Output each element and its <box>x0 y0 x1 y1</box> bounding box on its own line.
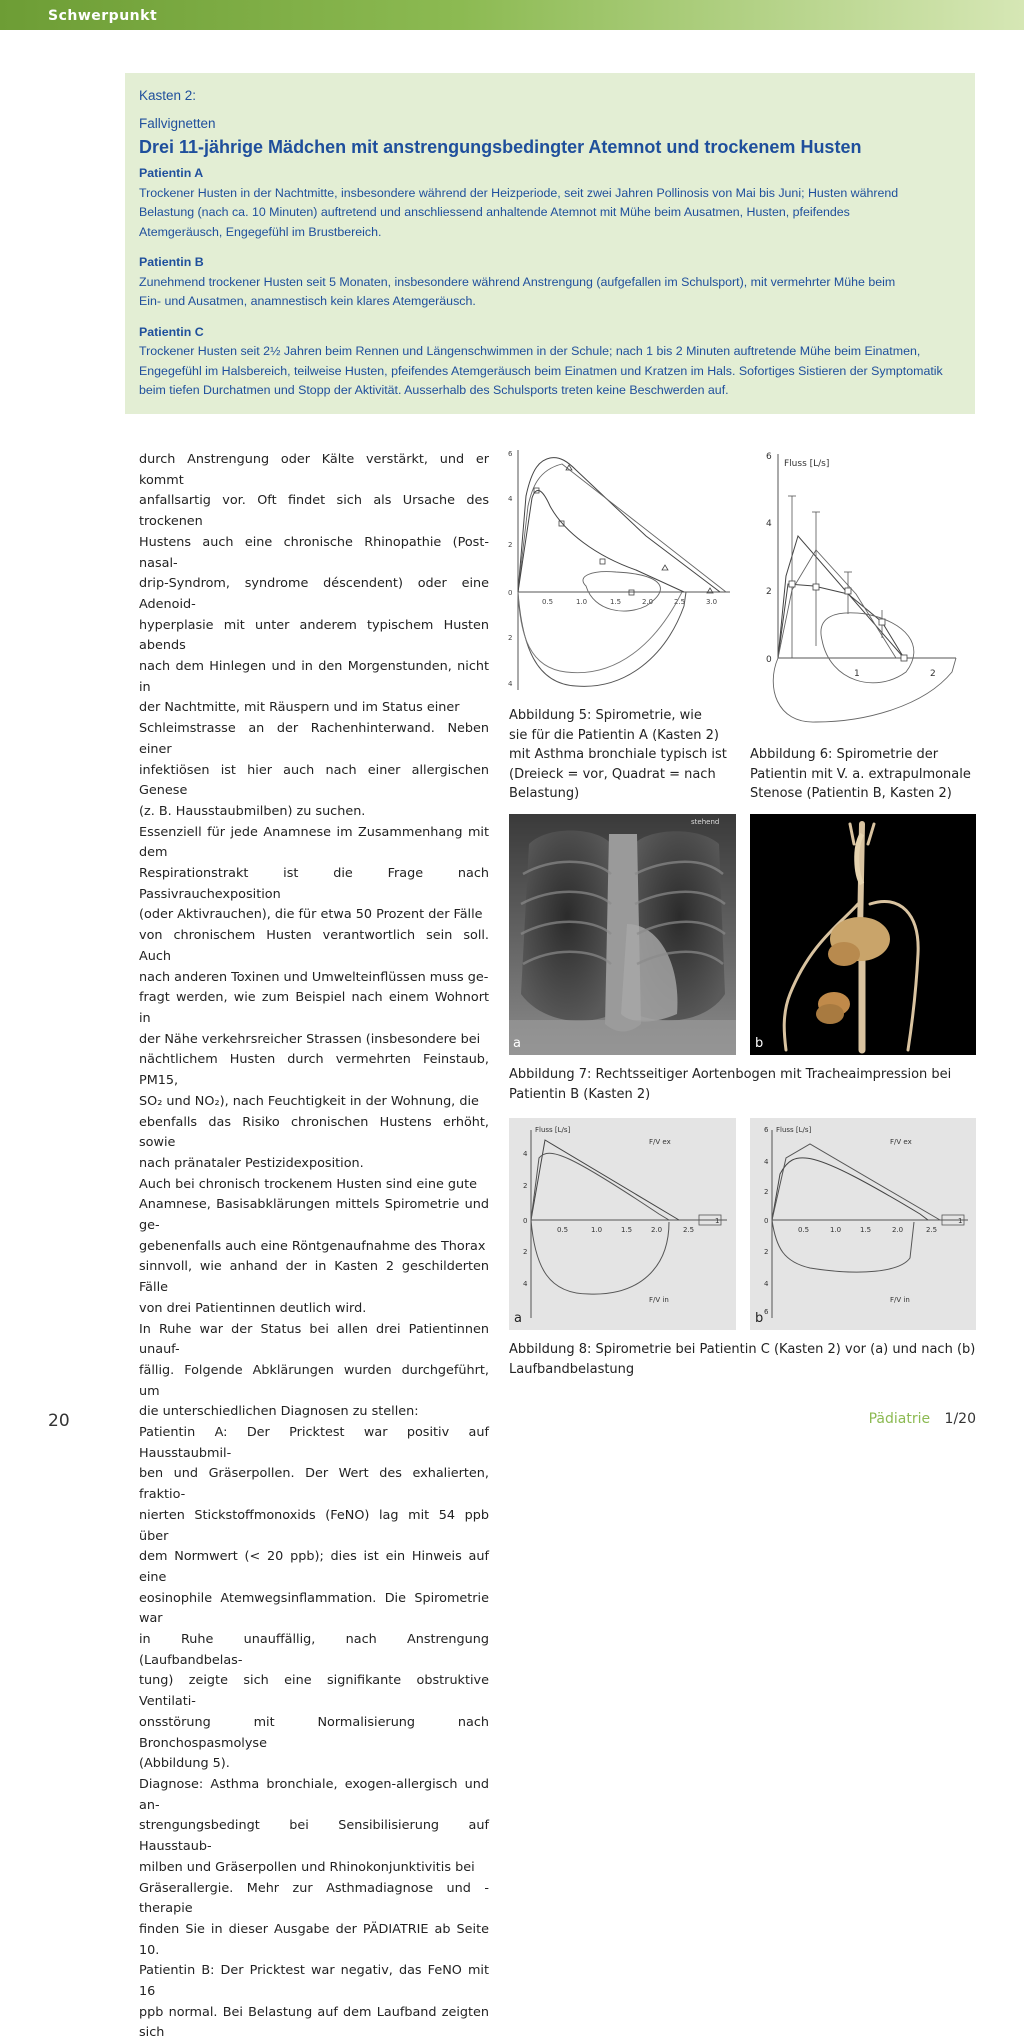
fig6-xtick: 1 <box>854 669 860 679</box>
figure-7-caption <box>509 1065 979 1104</box>
body-line: dem Normwert (< 20 ppb); dies ist ein Hinweis auf eine <box>139 1549 489 1585</box>
fig5-ytick: 4 <box>508 680 513 688</box>
figure-7b-label: b <box>755 1036 764 1051</box>
patient-a-line: Belastung (nach ca. 10 Minuten) auftretend und anschliessend anhaltende Atemnot mit Mühe beim Ausatmen, Husten, pfeifendes <box>139 205 850 219</box>
body-line: nach anderen Toxinen und Umwelteinflüssen muss ge- <box>139 969 489 985</box>
fig5-ytick: 6 <box>508 450 513 458</box>
figure-6-plot <box>756 446 976 728</box>
body-line: eosinophile Atemwegsinflammation. Die Spirometrie war <box>139 1590 489 1627</box>
body-line: strengungsbedingt bei Sensibilisierung auf Hausstaub- <box>139 1818 489 1855</box>
fig8b-fv-ex: F/V ex <box>890 1138 912 1146</box>
figure-5 <box>506 446 734 696</box>
body-line: finden Sie in dieser Ausgabe der PÄDIATRIE ab Seite 10. <box>139 1921 489 1958</box>
figure-6 <box>756 446 976 728</box>
fig5-xtick: 2.0 <box>642 598 654 606</box>
fig8a-xtick: 0.5 <box>557 1226 569 1234</box>
fig8b-fv-in: F/V in <box>890 1296 910 1304</box>
caption-line: Belastung) <box>509 786 580 801</box>
caption-line: Abbildung 6: Spirometrie der <box>750 747 939 762</box>
fig5-xtick: 3.0 <box>706 598 718 606</box>
patient-c-name: Patientin C <box>139 324 204 339</box>
body-line: (oder Aktivrauchen), die für etwa 50 Prozent der Fälle <box>139 907 483 923</box>
figure-8b <box>750 1118 976 1330</box>
figure-8-caption <box>509 1340 979 1379</box>
body-line: Gräserallergie. Mehr zur Asthmadiagnose und -therapie <box>139 1880 489 1917</box>
fig6-marker-square <box>901 655 907 661</box>
caption-line: Abbildung 8: Spirometrie bei Patientin C (Kasten 2) vor (a) und nach (b) <box>509 1342 976 1357</box>
body-line: Hustens auch eine chronische Rhinopathie (Post-nasal- <box>139 534 489 571</box>
body-line: nach pränataler Pestizidexposition. <box>139 1155 364 1171</box>
fig8a-ytick: 4 <box>523 1280 528 1288</box>
fig6-axis-label: Fluss [L/s] <box>784 459 830 469</box>
fig8a-xtick: 1.5 <box>621 1226 633 1234</box>
figure-8b-label: b <box>755 1311 764 1326</box>
body-line: sinnvoll, wie anhand der in Kasten 2 geschilderten Fälle <box>139 1259 489 1296</box>
body-line: Essenziell für jede Anamnese im Zusammenhang mit dem <box>139 824 489 861</box>
body-line: nierten Stickstoffmonoxids (FeNO) lag mit 54 ppb über <box>139 1507 489 1544</box>
fig8a-xtick: 2.0 <box>651 1226 663 1234</box>
fig8a-fv-ex: F/V ex <box>649 1138 671 1146</box>
fig8a-ytick: 0 <box>523 1217 528 1225</box>
fig8b-xtick: 1.0 <box>830 1226 842 1234</box>
body-line: tung) zeigte sich eine signifikante obstruktive Ventilati- <box>139 1673 489 1710</box>
body-line: ebenfalls das Risiko chronischen Hustens erhöht, sowie <box>139 1114 489 1151</box>
caption-line: Abbildung 7: Rechtsseitiger Aortenbogen mit Tracheaimpression bei <box>509 1067 952 1082</box>
fig8b-ytick: 6 <box>764 1126 769 1134</box>
patient-c-line: Trockener Husten seit 2½ Jahren beim Rennen und Längenschwimmen in der Schule; nach 1 bis 2 Minuten auftretende Mühe beim Einatmen, <box>139 344 921 358</box>
body-line: Diagnose: Asthma bronchiale, exogen-allergisch und an- <box>139 1777 489 1813</box>
body-line: der Nachtmitte, mit Räuspern und im Status einer <box>139 700 460 716</box>
fig8a-ytick: 4 <box>523 1150 528 1158</box>
xray-image <box>509 814 736 1055</box>
body-line: Schleimstrasse an der Rachenhinterwand. Neben einer <box>139 721 489 757</box>
fig8b-ytick: 2 <box>764 1188 769 1196</box>
patient-a-name: Patientin A <box>139 166 204 180</box>
fig6-marker-square <box>813 584 819 590</box>
body-line: onsstörung mit Normalisierung nach Bronchospasmolyse <box>139 1714 489 1751</box>
fig6-marker-square <box>789 581 795 587</box>
fig8b-axis-label: Fluss [L/s] <box>776 1126 812 1134</box>
body-line: der Nähe verkehrsreicher Strassen (insbesondere bei <box>139 1031 481 1047</box>
fig5-ytick: 0 <box>508 589 513 597</box>
body-line: drip-Syndrom, syndrome déscendent) oder eine Adenoid- <box>139 576 489 612</box>
fig8a-xtick: 2.5 <box>683 1226 695 1234</box>
body-text-column <box>139 450 489 2044</box>
figure-7b-angio <box>750 814 976 1055</box>
body-line: nach dem Hinlegen und in den Morgenstunden, nicht in <box>139 659 489 695</box>
fig8a-axis-label: Fluss [L/s] <box>535 1126 571 1134</box>
patient-a-line: Trockener Husten in der Nachtmitte, insbesondere während der Heizperiode, seit zwei Jahren Pollinosis von Mai bis Juni; Husten während <box>139 185 899 200</box>
figure-8a <box>509 1118 736 1330</box>
kasten-label: Kasten 2: <box>139 88 197 103</box>
page-number: 20 <box>48 1411 70 1431</box>
issue-number: 1/20 <box>944 1411 976 1427</box>
fig6-ytick: 2 <box>766 587 772 597</box>
fig8b-xtick: 2.5 <box>926 1226 938 1234</box>
xray-mark: stehend <box>691 818 720 826</box>
body-line: ben und Gräserpollen. Der Wert des exhalierten, fraktio- <box>139 1466 489 1503</box>
body-line: gebenenfalls auch eine Röntgenaufnahme des Thorax <box>139 1238 486 1254</box>
caption-line: Abbildung 5: Spirometrie, wie <box>509 708 702 723</box>
fig8b-ytick: 0 <box>764 1217 769 1225</box>
fig5-ytick: 2 <box>508 634 513 642</box>
kasten-box <box>125 73 975 414</box>
body-line: fragt werden, wie zum Beispiel nach einem Wohnort in <box>139 990 489 1026</box>
body-line: fällig. Folgende Abklärungen wurden durchgeführt, um <box>139 1362 489 1399</box>
body-line: infektiösen ist hier auch nach einer allergischen Genese <box>139 762 489 799</box>
patient-b-line: Ein- und Ausatmen, anamnestisch kein klares Atemgeräusch. <box>139 294 476 308</box>
body-line: (Abbildung 5). <box>139 1756 230 1772</box>
figure-7a-label: a <box>513 1036 521 1051</box>
body-line: (z. B. Hausstaubmilben) zu suchen. <box>139 803 366 819</box>
fig8a-xtick: 1.0 <box>591 1226 603 1234</box>
kasten-subtitle: Fallvignetten <box>139 116 216 131</box>
patient-c-line: beim tiefen Durchatmen und Stopp der Aktivität. Ausserhalb des Schulsports treten keine Beschwerden auf. <box>139 383 729 397</box>
patient-b-line: Zunehmend trockener Husten seit 5 Monaten, insbesondere während Anstrengung (aufgefallen im Schulsport), mit vermehrter Mühe beim <box>139 274 896 289</box>
fig5-ytick: 2 <box>508 541 513 549</box>
fig5-xtick: 0.5 <box>542 598 554 606</box>
body-line: in Ruhe unauffällig, nach Anstrengung (Laufbandbelas- <box>139 1632 489 1668</box>
body-line: von chronischem Husten verantwortlich sein soll. Auch <box>139 928 489 964</box>
angio-image <box>750 814 976 1055</box>
fig6-ytick: 6 <box>766 452 772 462</box>
body-line: milben und Gräserpollen und Rhinokonjunktivitis bei <box>139 1859 475 1875</box>
fig8b-ytick: 6 <box>764 1308 769 1316</box>
fig6-ytick: 4 <box>766 519 772 529</box>
caption-line: Patientin B (Kasten 2) <box>509 1086 651 1102</box>
fig5-xtick: 2.5 <box>674 598 686 606</box>
body-line: Respirationstrakt ist die Frage nach Passivrauchexposition <box>139 866 489 902</box>
fig8b-xtick: 1.5 <box>860 1226 872 1234</box>
body-line: durch Anstrengung oder Kälte verstärkt, und er kommt <box>139 452 489 488</box>
caption-line: Patientin mit V. a. extrapulmonale <box>750 766 971 782</box>
fig6-marker-square <box>845 588 851 594</box>
fig8b-xtick: 0.5 <box>798 1226 810 1234</box>
caption-line: (Dreieck = vor, Quadrat = nach <box>509 766 716 782</box>
patient-b-name: Patientin B <box>139 255 204 269</box>
body-line: Auch bei chronisch trockenem Husten sind eine gute <box>139 1176 478 1192</box>
caption-line: Laufbandbelastung <box>509 1361 635 1377</box>
fig8b-xtick: 2.0 <box>892 1226 904 1234</box>
section-title: Schwerpunkt <box>48 8 158 24</box>
caption-line: sie für die Patientin A (Kasten 2) <box>509 727 719 743</box>
journal-name: Pädiatrie <box>868 1411 931 1427</box>
fig8a-fv-in: F/V in <box>649 1296 669 1304</box>
figure-5-caption <box>509 706 741 804</box>
fig8a-box-label: 1 <box>715 1217 720 1225</box>
body-line: ppb normal. Bei Belastung auf dem Laufband zeigten sich <box>139 2004 489 2041</box>
figure-5-plot <box>506 446 734 696</box>
body-line: die unterschiedlichen Diagnosen zu stellen: <box>139 1404 419 1420</box>
body-line: anfallsartig vor. Oft findet sich als Ursache des trockenen <box>139 493 489 530</box>
figure-8a-label: a <box>514 1311 522 1326</box>
figure-8b-plot <box>750 1118 976 1330</box>
fig8b-ytick: 2 <box>764 1248 769 1256</box>
fig8b-box-label: 1 <box>958 1217 963 1225</box>
patient-c-line: Engegefühl im Halsbereich, teilweise Husten, pfeifendes Atemgeräusch beim Einatmen und Kratzen im Hals. Sofortiges Sistieren der Symptomatik <box>139 363 943 378</box>
body-line: nächtlichem Husten durch vermehrten Feinstaub, PM15, <box>139 1052 489 1089</box>
journal-footer <box>869 1411 976 1427</box>
body-line: Patientin A: Der Pricktest war positiv auf Hausstaubmil- <box>139 1425 489 1461</box>
fig8a-ytick: 2 <box>523 1182 528 1190</box>
fig5-xtick: 1.5 <box>610 598 622 606</box>
caption-line: Stenose (Patientin B, Kasten 2) <box>750 786 952 801</box>
fig6-marker-square <box>879 619 885 625</box>
figure-8a-plot <box>509 1118 736 1330</box>
body-line: SO₂ und NO₂), nach Feuchtigkeit in der Wohnung, die <box>139 1093 479 1109</box>
fig5-ytick: 4 <box>508 495 513 503</box>
caption-line: mit Asthma bronchiale typisch ist <box>509 747 727 762</box>
body-line: hyperplasie mit unter anderem typischem Husten abends <box>139 617 489 654</box>
fig8a-ytick: 2 <box>523 1248 528 1256</box>
patient-a-line: Atemgeräusch, Engegefühl im Brustbereich. <box>139 224 382 239</box>
fig8b-ytick: 4 <box>764 1158 769 1166</box>
fig5-xtick: 1.0 <box>576 598 588 606</box>
fig6-ytick: 0 <box>766 655 772 665</box>
figure-7a-xray <box>509 814 736 1055</box>
kasten-title: Drei 11-jährige Mädchen mit anstrengungsbedingter Atemnot und trockenem Husten <box>139 137 862 157</box>
fig8b-ytick: 4 <box>764 1280 769 1288</box>
body-line: Anamnese, Basisabklärungen mittels Spirometrie und ge- <box>139 1197 489 1234</box>
body-line: von drei Patientinnen deutlich wird. <box>139 1300 367 1316</box>
body-line: Patientin B: Der Pricktest war negativ, das FeNO mit 16 <box>139 1963 489 2000</box>
section-header-bar <box>0 0 1024 30</box>
fig6-xtick: 2 <box>930 669 936 679</box>
body-line: In Ruhe war der Status bei allen drei Patientinnen unauf- <box>139 1321 489 1358</box>
figure-6-caption <box>750 745 980 804</box>
